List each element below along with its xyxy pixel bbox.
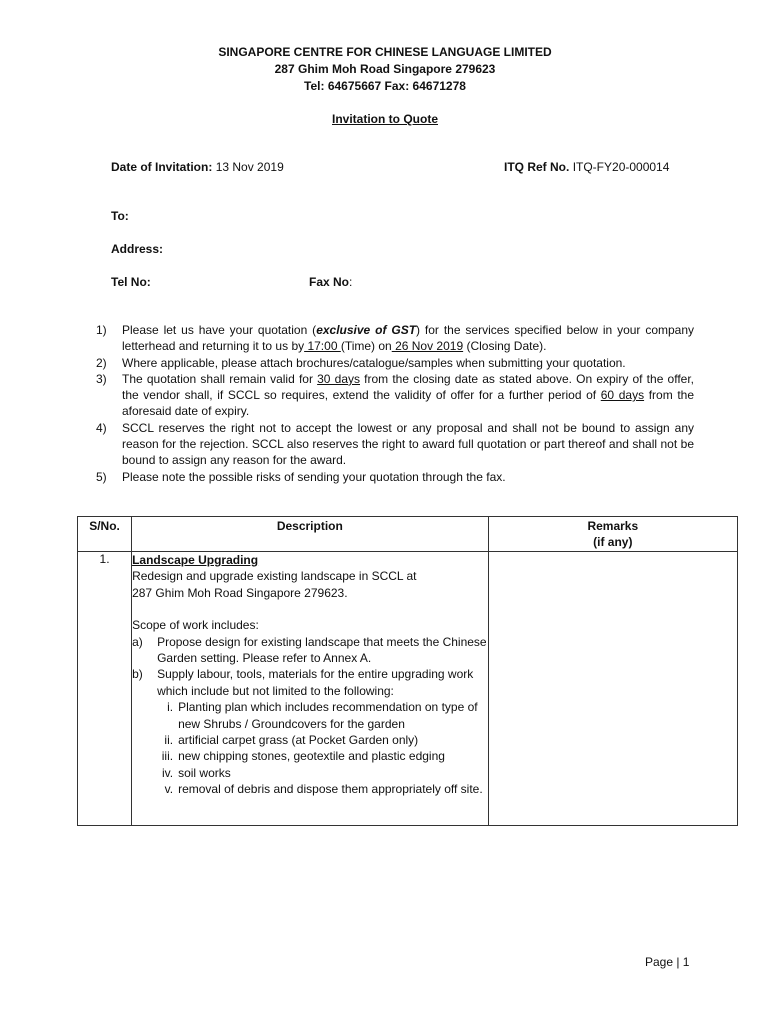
header-remarks: Remarks (if any) [488,517,737,552]
fax-colon: : [349,275,353,289]
row-sn: 1. [78,552,132,826]
header-sn: S/No. [78,517,132,552]
organization-contact: Tel: 64675667 Fax: 64671278 [304,79,466,93]
clause-text: The quotation shall remain valid for 30 days from the closing date as stated above. On expiry of the offer, the vendor shall, if SCCL so requires, extend the validity of offer for a further period of 60 days from the aforesaid date of expiry. [122,371,695,419]
list-item [96,322,694,355]
clause-number: 4) [96,420,107,435]
table-header-row [78,517,738,552]
list-item [96,371,694,420]
list-item: b) Supply labour, tools, materials for the entire upgrading work which include but not limited to the following: [132,667,474,698]
list-item: a) Propose design for existing landscape that meets the Chinese Garden setting. Please refer to Annex A. [132,634,487,666]
item-line: Redesign and upgrade existing landscape in SCCL at [132,569,417,584]
address-label: Address: [111,242,164,256]
tel-field [111,275,151,289]
item-line: 287 Ghim Moh Road Singapore 279623. [132,585,348,600]
date-label: Date of Invitation: [111,160,213,174]
table-row [78,552,738,826]
header-description: Description [132,517,489,552]
list-item: ii. artificial carpet grass (at Pocket Garden only) [164,733,419,748]
list-item: v. removal of debris and dispose them appropriately off site. [164,782,483,797]
clause-number: 1) [96,323,107,337]
list-item: iii. new chipping stones, geotextile and plastic edging [161,749,445,764]
date-value: 13 Nov 2019 [215,160,284,174]
to-label: To: [111,209,129,223]
terms-list [96,322,694,485]
clause-text: Please let us have your quotation (exclusive of GST) for the services specified below in your company letterhead and returning it to us by 17:00 (Time) on 26 Nov 2019 (Closing Date). [122,323,695,354]
clause-number: 5) [96,469,107,484]
row-description [132,552,489,826]
item-title: Landscape Upgrading [132,553,259,567]
organization-name: SINGAPORE CENTRE FOR CHINESE LANGUAGE LIMITED [218,45,552,59]
document-title: Invitation to Quote [332,112,438,126]
list-item [96,420,694,469]
to-field [111,209,129,223]
clause-text: Where applicable, please attach brochures/catalogue/samples when submitting your quotation. [122,355,626,370]
list-item [96,469,694,485]
list-item [96,355,694,371]
quotation-table [77,516,738,826]
list-item: iv. soil works [161,765,231,780]
ref-label: ITQ Ref No. [504,160,570,174]
scope-heading: Scope of work includes: [132,618,259,633]
ref-value: ITQ-FY20-000014 [572,160,670,174]
itq-reference [504,160,669,174]
clause-text: SCCL reserves the right not to accept the lowest or any proposal and shall not be bound to assign any reason for the rejection. SCCL also reserves the right to award full quotation or part thereof and shall not be bound to assign any reason for the award. [122,420,694,468]
tel-label: Tel No: [111,275,151,289]
clause-number: 3) [96,371,107,386]
date-of-invitation [111,160,284,174]
fax-label: Fax No [309,275,350,289]
organization-address: 287 Ghim Moh Road Singapore 279623 [274,62,496,76]
list-item: i. Planting plan which includes recommendation on type of new Shrubs / Groundcovers for the garden [167,700,478,731]
clause-number: 2) [96,355,107,370]
row-remarks [488,552,737,826]
page-number: Page | 1 [645,955,690,969]
address-field [111,242,163,256]
clause-text: Please note the possible risks of sending your quotation through the fax. [122,469,506,484]
fax-field [309,275,352,289]
